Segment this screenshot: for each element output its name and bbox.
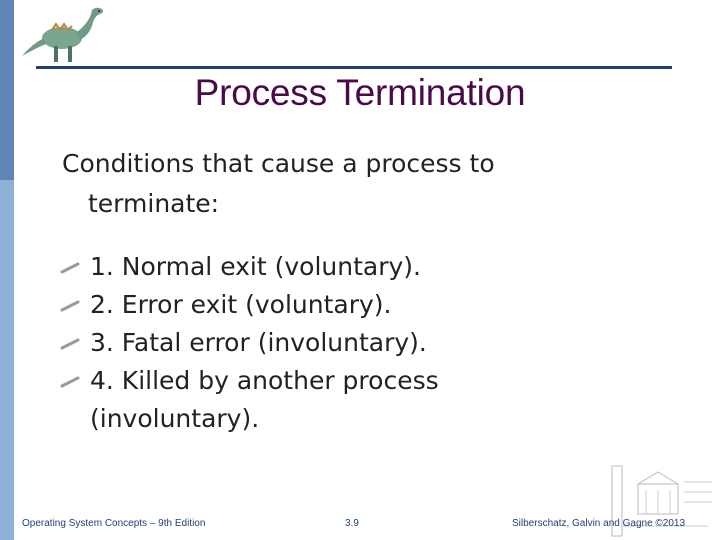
bullet-text: 4. Killed by another process (involuntary).: [90, 366, 439, 433]
bullet-text: 1. Normal exit (voluntary).: [90, 252, 422, 281]
bullet-list: [60, 248, 530, 438]
footer-authors: Silberschatz, Galvin and Gagne ©2013: [512, 518, 686, 529]
dinosaur-logo-icon: [22, 4, 114, 66]
bullet-mark-icon: [60, 262, 80, 274]
bullet-text: 2. Error exit (voluntary).: [90, 290, 392, 319]
bullet-mark-icon: [60, 300, 80, 312]
footer-page-number: 3.9: [345, 518, 359, 529]
intro-text: [62, 144, 582, 224]
bullet-text: 3. Fatal error (involuntary).: [90, 328, 427, 357]
list-item: [60, 248, 530, 286]
bullet-mark-icon: [60, 338, 80, 350]
intro-line-1: Conditions that cause a process to: [62, 149, 495, 178]
left-strip-light: [0, 180, 14, 540]
list-item: [60, 324, 530, 362]
footer-book-title: Operating System Concepts – 9th Edition: [22, 518, 206, 529]
list-item: [60, 362, 530, 438]
bullet-mark-icon: [60, 376, 80, 388]
intro-line-2: terminate:: [88, 189, 220, 218]
list-item: [60, 286, 530, 324]
slide-title: Process Termination: [194, 72, 526, 113]
title-rule: [36, 66, 672, 69]
